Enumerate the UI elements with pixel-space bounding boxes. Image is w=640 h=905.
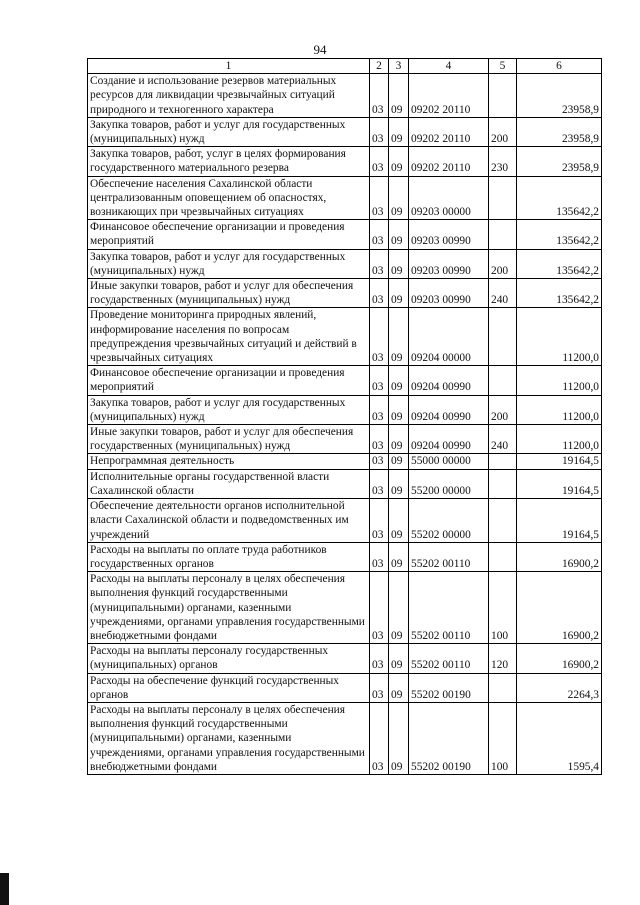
row-expense-type-code	[489, 366, 517, 395]
row-target-article-code: 09202 20110	[409, 117, 489, 146]
table-row	[88, 74, 602, 118]
row-name: Расходы на обеспечение функций государственных органов	[88, 673, 370, 702]
row-expense-type-code	[489, 308, 517, 366]
row-expense-type-code	[489, 454, 517, 469]
row-section-code: 03	[370, 117, 389, 146]
row-section-code: 03	[370, 673, 389, 702]
column-header-2: 2	[370, 59, 389, 74]
row-section-code: 03	[370, 308, 389, 366]
table-row	[88, 308, 602, 366]
row-amount: 19164,5	[517, 454, 602, 469]
row-name: Обеспечение деятельности органов исполнительной власти Сахалинской области и подведомственных им учреждений	[88, 499, 370, 543]
row-target-article-code: 55202 00110	[409, 644, 489, 673]
table-row	[88, 147, 602, 176]
row-expense-type-code: 200	[489, 249, 517, 278]
column-header-1: 1	[88, 59, 370, 74]
row-subsection-code: 09	[389, 499, 409, 543]
row-section-code: 03	[370, 220, 389, 249]
row-section-code: 03	[370, 702, 389, 774]
row-section-code: 03	[370, 147, 389, 176]
row-subsection-code: 09	[389, 702, 409, 774]
row-section-code: 03	[370, 499, 389, 543]
row-expense-type-code: 100	[489, 572, 517, 644]
column-header-4: 4	[409, 59, 489, 74]
table-row	[88, 249, 602, 278]
table-row	[88, 366, 602, 395]
row-expense-type-code	[489, 673, 517, 702]
row-amount: 1595,4	[517, 702, 602, 774]
table-row	[88, 454, 602, 469]
row-subsection-code: 09	[389, 572, 409, 644]
row-expense-type-code: 200	[489, 117, 517, 146]
row-section-code: 03	[370, 572, 389, 644]
row-section-code: 03	[370, 249, 389, 278]
table-row	[88, 395, 602, 424]
row-name: Расходы на выплаты персоналу государственных (муниципальных) органов	[88, 644, 370, 673]
row-amount: 16900,2	[517, 572, 602, 644]
row-name: Исполнительные органы государственной власти Сахалинской области	[88, 469, 370, 498]
row-subsection-code: 09	[389, 117, 409, 146]
table-header	[88, 59, 602, 74]
table-row	[88, 220, 602, 249]
row-section-code: 03	[370, 366, 389, 395]
row-expense-type-code: 230	[489, 147, 517, 176]
row-name: Расходы на выплаты персоналу в целях обеспечения выполнения функций государственными (муниципальными) органами, казенными учреждениями, органами управления государственными внебюджетными фондами	[88, 702, 370, 774]
row-expense-type-code: 200	[489, 395, 517, 424]
row-section-code: 03	[370, 395, 389, 424]
row-amount: 135642,2	[517, 279, 602, 308]
row-subsection-code: 09	[389, 644, 409, 673]
row-section-code: 03	[370, 542, 389, 571]
row-subsection-code: 09	[389, 542, 409, 571]
row-name: Создание и использование резервов материальных ресурсов для ликвидации чрезвычайных ситуаций природного и техногенного характера	[88, 74, 370, 118]
row-name: Финансовое обеспечение организации и проведения мероприятий	[88, 220, 370, 249]
row-target-article-code: 09203 00990	[409, 220, 489, 249]
row-name: Финансовое обеспечение организации и проведения мероприятий	[88, 366, 370, 395]
row-target-article-code: 09204 00990	[409, 395, 489, 424]
row-target-article-code: 09203 00990	[409, 279, 489, 308]
row-expense-type-code	[489, 74, 517, 118]
table-row	[88, 469, 602, 498]
row-section-code: 03	[370, 279, 389, 308]
row-amount: 16900,2	[517, 644, 602, 673]
row-subsection-code: 09	[389, 425, 409, 454]
row-subsection-code: 09	[389, 249, 409, 278]
row-subsection-code: 09	[389, 220, 409, 249]
row-amount: 16900,2	[517, 542, 602, 571]
row-name: Обеспечение населения Сахалинской области централизованным оповещением об опасностях, возникающих при чрезвычайных ситуациях	[88, 176, 370, 220]
column-header-6: 6	[517, 59, 602, 74]
row-expense-type-code: 240	[489, 279, 517, 308]
row-expense-type-code	[489, 176, 517, 220]
row-target-article-code: 09204 00000	[409, 308, 489, 366]
header-row	[88, 59, 602, 74]
column-header-5: 5	[489, 59, 517, 74]
row-name: Закупка товаров, работ и услуг для государственных (муниципальных) нужд	[88, 117, 370, 146]
row-target-article-code: 09203 00990	[409, 249, 489, 278]
row-subsection-code: 09	[389, 469, 409, 498]
row-target-article-code: 55202 00110	[409, 542, 489, 571]
row-target-article-code: 55000 00000	[409, 454, 489, 469]
table-row	[88, 176, 602, 220]
row-amount: 2264,3	[517, 673, 602, 702]
row-amount: 135642,2	[517, 249, 602, 278]
row-expense-type-code	[489, 220, 517, 249]
row-subsection-code: 09	[389, 74, 409, 118]
row-amount: 23958,9	[517, 117, 602, 146]
row-name: Закупка товаров, работ и услуг для государственных (муниципальных) нужд	[88, 249, 370, 278]
row-target-article-code: 55202 00000	[409, 499, 489, 543]
row-section-code: 03	[370, 469, 389, 498]
row-amount: 11200,0	[517, 395, 602, 424]
table-row	[88, 117, 602, 146]
row-name: Иные закупки товаров, работ и услуг для обеспечения государственных (муниципальных) нужд	[88, 425, 370, 454]
row-name: Закупка товаров, работ и услуг для государственных (муниципальных) нужд	[88, 395, 370, 424]
table-row	[88, 572, 602, 644]
table-row	[88, 425, 602, 454]
row-amount: 19164,5	[517, 469, 602, 498]
table-row	[88, 279, 602, 308]
row-amount: 11200,0	[517, 366, 602, 395]
table-row	[88, 702, 602, 774]
row-target-article-code: 55202 00190	[409, 702, 489, 774]
table-row	[88, 499, 602, 543]
scan-edge-mark	[0, 873, 9, 905]
row-expense-type-code: 120	[489, 644, 517, 673]
row-target-article-code: 09204 00990	[409, 425, 489, 454]
row-target-article-code: 09202 20110	[409, 74, 489, 118]
row-subsection-code: 09	[389, 176, 409, 220]
row-subsection-code: 09	[389, 395, 409, 424]
table-body	[88, 74, 602, 775]
row-expense-type-code: 100	[489, 702, 517, 774]
row-target-article-code: 55202 00110	[409, 572, 489, 644]
table-row	[88, 542, 602, 571]
row-subsection-code: 09	[389, 147, 409, 176]
row-name: Расходы на выплаты персоналу в целях обеспечения выполнения функций государственными (муниципальными) органами, казенными учреждениями, органами управления государственными внебюджетными фондами	[88, 572, 370, 644]
row-target-article-code: 09202 20110	[409, 147, 489, 176]
row-subsection-code: 09	[389, 366, 409, 395]
row-target-article-code: 09204 00990	[409, 366, 489, 395]
row-expense-type-code	[489, 542, 517, 571]
row-subsection-code: 09	[389, 454, 409, 469]
row-expense-type-code	[489, 499, 517, 543]
row-name: Расходы на выплаты по оплате труда работников государственных органов	[88, 542, 370, 571]
row-section-code: 03	[370, 425, 389, 454]
row-name: Проведение мониторинга природных явлений, информирование населения по вопросам предупреждения чрезвычайных ситуаций и действий в чрезвычайных ситуациях	[88, 308, 370, 366]
row-target-article-code: 55200 00000	[409, 469, 489, 498]
row-name: Непрограммная деятельность	[88, 454, 370, 469]
row-section-code: 03	[370, 74, 389, 118]
row-name: Закупка товаров, работ, услуг в целях формирования государственного материального резерва	[88, 147, 370, 176]
row-section-code: 03	[370, 644, 389, 673]
budget-table	[87, 58, 602, 775]
row-amount: 23958,9	[517, 74, 602, 118]
row-amount: 11200,0	[517, 308, 602, 366]
row-target-article-code: 09203 00000	[409, 176, 489, 220]
table-row	[88, 673, 602, 702]
page-number: 94	[313, 42, 327, 57]
table-row	[88, 644, 602, 673]
row-name: Иные закупки товаров, работ и услуг для обеспечения государственных (муниципальных) нужд	[88, 279, 370, 308]
row-subsection-code: 09	[389, 308, 409, 366]
column-header-3: 3	[389, 59, 409, 74]
row-subsection-code: 09	[389, 673, 409, 702]
row-amount: 23958,9	[517, 147, 602, 176]
row-section-code: 03	[370, 454, 389, 469]
row-target-article-code: 55202 00190	[409, 673, 489, 702]
row-amount: 135642,2	[517, 220, 602, 249]
row-amount: 135642,2	[517, 176, 602, 220]
row-subsection-code: 09	[389, 279, 409, 308]
row-amount: 11200,0	[517, 425, 602, 454]
row-amount: 19164,5	[517, 499, 602, 543]
row-section-code: 03	[370, 176, 389, 220]
row-expense-type-code	[489, 469, 517, 498]
row-expense-type-code: 240	[489, 425, 517, 454]
